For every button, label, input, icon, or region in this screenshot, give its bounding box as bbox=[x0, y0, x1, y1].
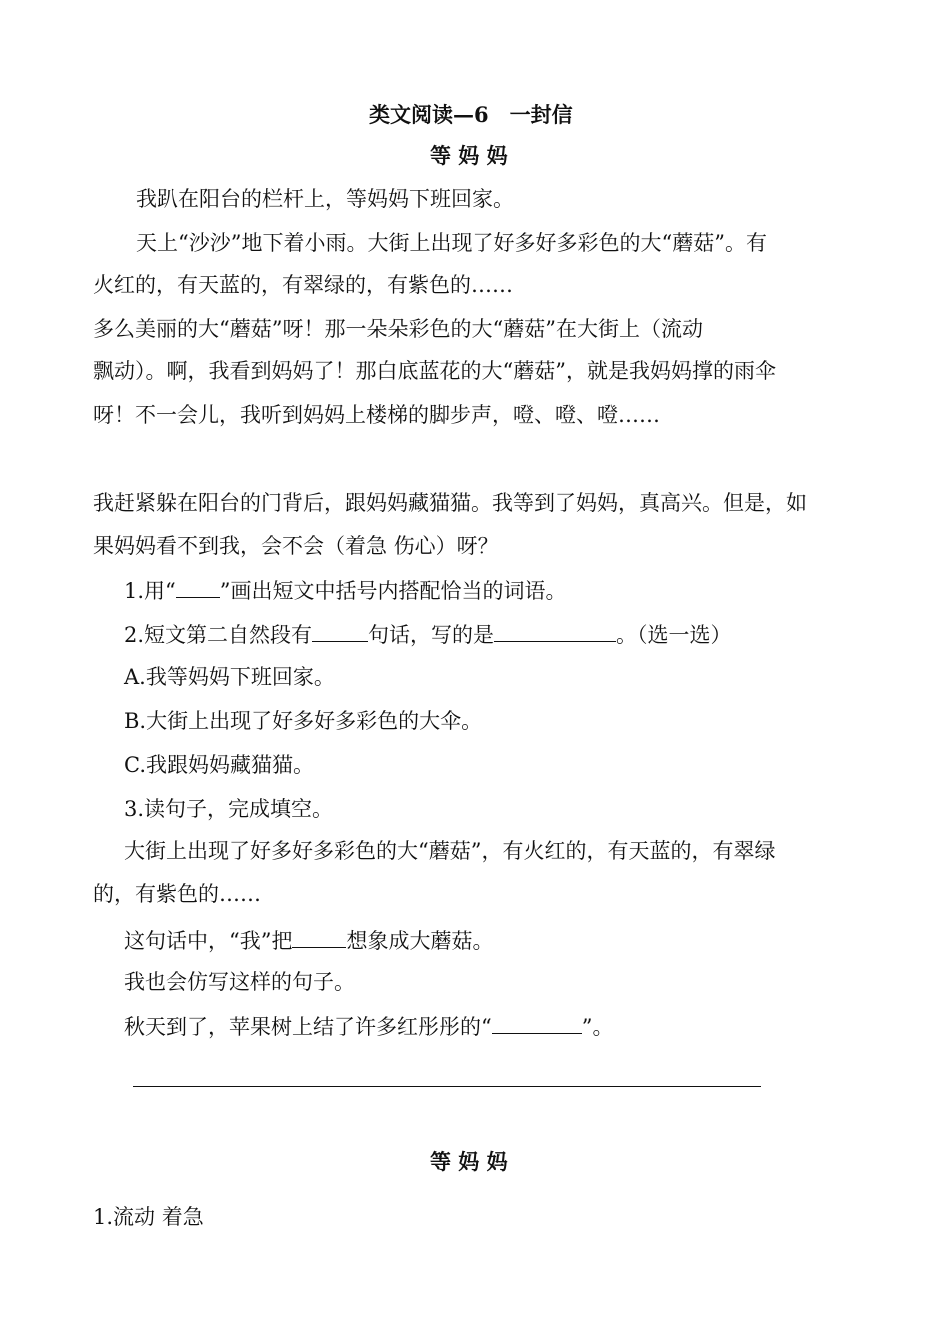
document-title: 类文阅读—6 一封信 bbox=[369, 102, 573, 127]
q3-fill bbox=[124, 925, 493, 956]
q3-fill-blank[interactable] bbox=[292, 925, 346, 948]
passage-line: 天上“沙沙”地下着小雨。大街上出现了好多好多彩色的大“蘑菇”。有 bbox=[136, 231, 767, 255]
q3-example-suffix: ”。 bbox=[581, 1015, 614, 1039]
question-1 bbox=[124, 575, 567, 606]
q3-imitate: 我也会仿写这样的句子。 bbox=[124, 970, 355, 994]
q2-prefix: 2.短文第二自然段有 bbox=[124, 623, 313, 647]
q2-option-c: C.我跟妈妈藏猫猫。 bbox=[124, 753, 314, 777]
passage-line: 我趴在阳台的栏杆上，等妈妈下班回家。 bbox=[136, 187, 514, 211]
q1-blank[interactable] bbox=[176, 575, 220, 598]
q3-example-prefix: 秋天到了，苹果树上结了许多红彤彤的“ bbox=[124, 1015, 492, 1039]
answer-1: 1.流动 着急 bbox=[93, 1205, 204, 1229]
q3-fill-suffix: 想象成大蘑菇。 bbox=[346, 929, 494, 953]
question-2 bbox=[124, 619, 732, 650]
q3-sentence: 大街上出现了好多好多彩色的大“蘑菇”，有火红的，有天蓝的，有翠绿 bbox=[124, 839, 776, 863]
passage-title: 等 妈 妈 bbox=[430, 143, 508, 168]
question-3-title: 3.读句子，完成填空。 bbox=[124, 797, 334, 821]
q1-prefix: 1.用“ bbox=[124, 579, 176, 603]
passage-line: 火红的，有天蓝的，有翠绿的，有紫色的…… bbox=[93, 273, 513, 297]
q2-blank-count[interactable] bbox=[312, 619, 368, 642]
q2-blank-content[interactable] bbox=[494, 619, 616, 642]
section-divider bbox=[133, 1086, 761, 1087]
q3-sentence: 的，有紫色的…… bbox=[93, 882, 261, 906]
q2-mid: 句话，写的是 bbox=[368, 623, 495, 647]
passage-line: 我赶紧躲在阳台的门背后，跟妈妈藏猫猫。我等到了妈妈，真高兴。但是，如 bbox=[93, 491, 807, 515]
q2-option-a: A.我等妈妈下班回家。 bbox=[124, 665, 335, 689]
passage-line: 飘动）。啊，我看到妈妈了！那白底蓝花的大“蘑菇”，就是我妈妈撑的雨伞 bbox=[93, 359, 776, 383]
passage-line: 呀！不一会儿，我听到妈妈上楼梯的脚步声，噔、噔、噔…… bbox=[93, 403, 660, 427]
q2-suffix: 。（选一选） bbox=[616, 623, 732, 647]
passage-line: 多么美丽的大“蘑菇”呀！那一朵朵彩色的大“蘑菇”在大街上（流动 bbox=[93, 317, 703, 341]
q3-example-blank[interactable] bbox=[492, 1011, 582, 1034]
passage-line: 果妈妈看不到我，会不会（着急 伤心）呀？ bbox=[93, 534, 499, 558]
q3-fill-prefix: 这句话中，“我”把 bbox=[124, 929, 293, 953]
answer-title: 等 妈 妈 bbox=[430, 1149, 508, 1174]
q2-option-b: B.大街上出现了好多好多彩色的大伞。 bbox=[124, 709, 483, 733]
q1-suffix: ”画出短文中括号内搭配恰当的词语。 bbox=[219, 579, 567, 603]
q3-example bbox=[124, 1011, 613, 1042]
